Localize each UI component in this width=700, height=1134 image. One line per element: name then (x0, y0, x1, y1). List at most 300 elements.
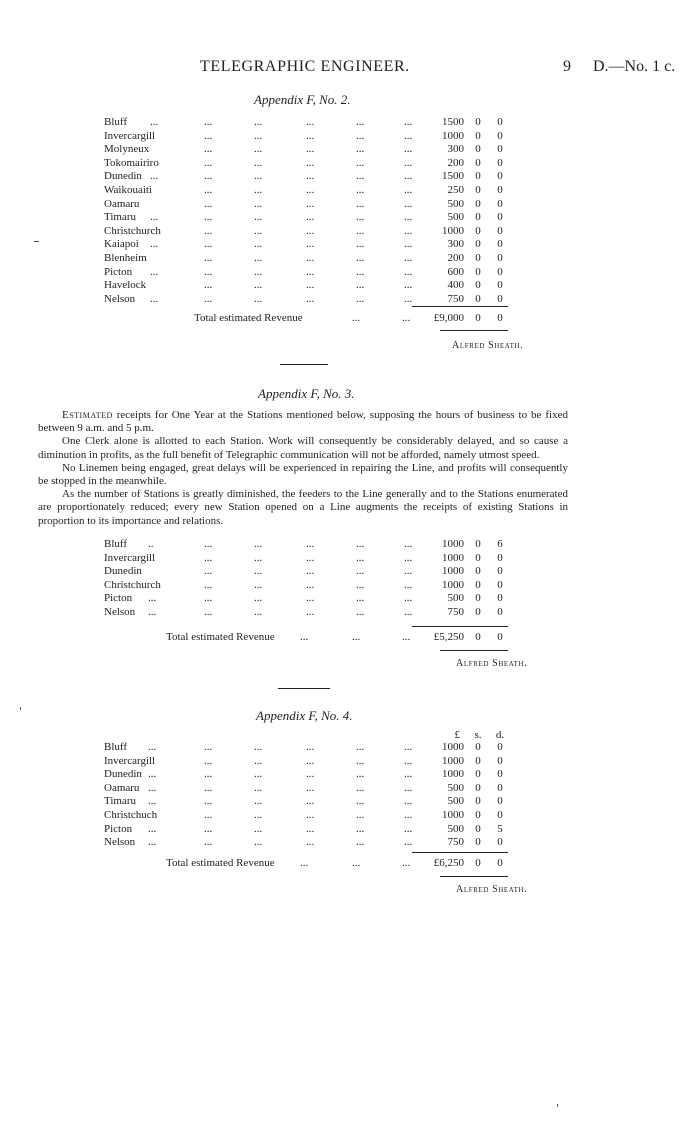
appendix4-signature: Alfred Sheath. (456, 884, 528, 895)
leader-dots-2: ... (254, 768, 263, 781)
appendix3-paragraph-2: One Clerk alone is allotted to each Station. Work will consequently be considerably delayed, and so cause a diminution in profits, as the full benefit of Telegraphic communication will not be afforded, namely utmost speed. (38, 435, 568, 461)
leader-dots-2: ... (254, 279, 263, 292)
leader-dots-4: ... (356, 754, 365, 767)
print-mark (20, 707, 21, 710)
station-name: Timaru (104, 795, 136, 808)
leader-dots-3: ... (306, 224, 315, 237)
leader-dots-2: ... (254, 116, 263, 128)
station-name: Christchurch (104, 578, 161, 591)
leader-dots-2: ... (254, 265, 263, 278)
table-row (0, 592, 700, 606)
leader-dots-5: ... (404, 808, 413, 821)
leader-dots-2: ... (254, 292, 263, 305)
appendix4-heading-prefix: Appendix F, (256, 708, 318, 723)
station-name: Havelock (104, 279, 147, 292)
appendix3-heading-number: No. 3. (323, 386, 355, 401)
leader-dots-5: ... (404, 292, 413, 305)
amount-shillings: 0 (475, 551, 481, 564)
station-name: Christchuch (104, 808, 158, 821)
amount-shillings: 0 (475, 754, 481, 767)
station-name: Kaiapoi (104, 238, 139, 251)
amount-pounds: 1000 (442, 551, 464, 564)
station-name: Dunedin (104, 768, 142, 781)
amount-pence: 0 (497, 795, 503, 808)
table-row (0, 211, 700, 225)
leader-dots-1: ... (204, 795, 213, 808)
leader-dots-4: ... (356, 183, 365, 196)
currency-shillings-header: s. (474, 729, 482, 741)
appendix4-heading-number: No. 4. (321, 708, 353, 723)
appendix4-total-pounds: £6,250 (433, 857, 464, 869)
amount-shillings: 0 (475, 768, 481, 781)
leader-dots-3: ... (306, 238, 315, 251)
leader-dots-4: ... (356, 292, 365, 305)
amount-pence: 0 (497, 116, 503, 128)
section-divider-2 (278, 688, 330, 689)
leader-dots-1: ... (204, 565, 213, 578)
leader-dots-2: ... (254, 781, 263, 794)
station-suffix: ... (150, 265, 159, 278)
table-row (0, 823, 700, 837)
appendix3-total-pence: 0 (497, 631, 503, 643)
table-row (0, 143, 700, 157)
appendix2-total-shillings: 0 (475, 312, 481, 324)
leader-dots-2: ... (254, 538, 263, 550)
leader-dots-1: ... (204, 768, 213, 781)
appendix4-total-rule (412, 852, 508, 853)
leader-dots-4: ... (356, 156, 365, 169)
table-row (0, 538, 700, 552)
leader-dots-4: ... (356, 129, 365, 142)
leader-dots-3: ... (306, 578, 315, 591)
station-name: Invercargill (104, 129, 156, 142)
appendix4-total-leader-3: ... (402, 857, 411, 869)
leader-dots-5: ... (404, 211, 413, 224)
leader-dots-1: ... (204, 197, 213, 210)
amount-pounds: 1000 (442, 578, 464, 591)
station-suffix: ... (148, 822, 157, 835)
amount-pounds: 1000 (442, 768, 464, 781)
currency-pence-header: d. (495, 729, 505, 741)
amount-pence: 0 (497, 143, 503, 156)
leader-dots-2: ... (254, 836, 263, 849)
leader-dots-1: ... (204, 265, 213, 278)
leader-dots-3: ... (306, 183, 315, 196)
appendix2-signature: Alfred Sheath. (452, 340, 524, 351)
station-name: Tokomairiro (104, 156, 159, 169)
leader-dots-4: ... (356, 279, 365, 292)
table-row (0, 266, 700, 280)
leader-dots-2: ... (254, 605, 263, 618)
amount-pounds: 400 (447, 279, 464, 292)
leader-dots-1: ... (204, 551, 213, 564)
leader-dots-4: ... (356, 795, 365, 808)
station-name: Timaru (104, 211, 136, 224)
leader-dots-3: ... (306, 170, 315, 183)
amount-pounds: 500 (447, 211, 464, 224)
appendix4-signature-rule (440, 876, 508, 877)
leader-dots-2: ... (254, 143, 263, 156)
appendix2-heading-prefix: Appendix F, (254, 92, 316, 107)
appendix3-paragraph-3: No Linemen being engaged, great delays will be experienced in repairing the Line, and profits will consequently be stopped in the meanwhile. (38, 461, 568, 488)
amount-pence: 0 (497, 129, 503, 142)
appendix3-signature: Alfred Sheath. (456, 658, 528, 669)
amount-shillings: 0 (475, 538, 481, 550)
leader-dots-5: ... (404, 538, 413, 550)
leader-dots-4: ... (356, 565, 365, 578)
leader-dots-2: ... (254, 156, 263, 169)
amount-pounds: 750 (447, 836, 464, 849)
station-suffix: ... (150, 170, 159, 183)
leader-dots-5: ... (404, 143, 413, 156)
amount-pence: 0 (497, 170, 503, 183)
leader-dots-1: ... (204, 156, 213, 169)
station-name: Bluff (104, 538, 128, 550)
amount-pounds: 1000 (442, 224, 464, 237)
appendix4-total-row (0, 857, 700, 871)
table-row (0, 579, 700, 593)
leader-dots-4: ... (356, 251, 365, 264)
leader-dots-5: ... (404, 836, 413, 849)
leader-dots-4: ... (356, 822, 365, 835)
leader-dots-1: ... (204, 836, 213, 849)
station-name: Nelson (104, 292, 136, 305)
table-row (0, 782, 700, 796)
appendix3-total-label: Total estimated Revenue (166, 631, 275, 643)
amount-pence: 0 (497, 279, 503, 292)
appendix3-total-leader-3: ... (402, 631, 411, 643)
leader-dots-5: ... (404, 170, 413, 183)
leader-dots-1: ... (204, 592, 213, 605)
leader-dots-5: ... (404, 565, 413, 578)
leader-dots-2: ... (254, 129, 263, 142)
leader-dots-5: ... (404, 156, 413, 169)
leader-dots-4: ... (356, 578, 365, 591)
leader-dots-5: ... (404, 251, 413, 264)
amount-pounds: 250 (447, 183, 464, 196)
amount-pence: 0 (497, 605, 503, 618)
leader-dots-2: ... (254, 822, 263, 835)
table-row (0, 130, 700, 144)
leader-dots-3: ... (306, 768, 315, 781)
amount-shillings: 0 (475, 808, 481, 821)
leader-dots-4: ... (356, 605, 365, 618)
table-row (0, 116, 700, 130)
amount-shillings: 0 (475, 741, 481, 753)
amount-shillings: 0 (475, 836, 481, 849)
appendix2-total-pence: 0 (497, 312, 503, 324)
table-row (0, 279, 700, 293)
leader-dots-4: ... (356, 170, 365, 183)
leader-dots-4: ... (356, 143, 365, 156)
amount-pounds: 500 (447, 795, 464, 808)
amount-shillings: 0 (475, 565, 481, 578)
appendix3-lead-word: Estimated (62, 409, 113, 421)
leader-dots-4: ... (356, 836, 365, 849)
leader-dots-1: ... (204, 741, 213, 753)
leader-dots-1: ... (204, 279, 213, 292)
appendix3-table (0, 538, 700, 620)
leader-dots-2: ... (254, 251, 263, 264)
station-name: Molyneux (104, 143, 150, 156)
leader-dots-5: ... (404, 578, 413, 591)
amount-shillings: 0 (475, 224, 481, 237)
leader-dots-2: ... (254, 170, 263, 183)
leader-dots-1: ... (204, 211, 213, 224)
amount-pounds: 200 (447, 251, 464, 264)
amount-shillings: 0 (475, 292, 481, 305)
station-suffix: ... (150, 238, 159, 251)
amount-shillings: 0 (475, 170, 481, 183)
amount-pounds: 1000 (442, 538, 464, 550)
amount-pounds: 1000 (442, 129, 464, 142)
appendix4-total-pence: 0 (497, 857, 503, 869)
table-row (0, 809, 700, 823)
print-mark (34, 241, 39, 242)
amount-pence: 6 (497, 538, 503, 550)
appendix2-total-row (0, 312, 700, 326)
leader-dots-4: ... (356, 768, 365, 781)
amount-shillings: 0 (475, 795, 481, 808)
station-suffix: ... (150, 292, 159, 305)
amount-shillings: 0 (475, 822, 481, 835)
leader-dots-5: ... (404, 741, 413, 753)
amount-pounds: 500 (447, 592, 464, 605)
leader-dots-3: ... (306, 211, 315, 224)
leader-dots-2: ... (254, 741, 263, 753)
leader-dots-5: ... (404, 754, 413, 767)
leader-dots-3: ... (306, 279, 315, 292)
amount-pounds: 750 (447, 605, 464, 618)
amount-pence: 0 (497, 741, 503, 753)
amount-shillings: 0 (475, 578, 481, 591)
leader-dots-3: ... (306, 129, 315, 142)
amount-pence: 0 (497, 551, 503, 564)
table-row (0, 184, 700, 198)
leader-dots-4: ... (356, 211, 365, 224)
leader-dots-4: ... (356, 741, 365, 753)
leader-dots-2: ... (254, 197, 263, 210)
leader-dots-1: ... (204, 129, 213, 142)
appendix2-total-rule (412, 306, 508, 307)
amount-pounds: 1000 (442, 565, 464, 578)
print-mark (557, 1104, 558, 1107)
leader-dots-5: ... (404, 592, 413, 605)
leader-dots-4: ... (356, 551, 365, 564)
amount-pence: 0 (497, 251, 503, 264)
appendix4-total-shillings: 0 (475, 857, 481, 869)
amount-shillings: 0 (475, 211, 481, 224)
amount-pence: 0 (497, 156, 503, 169)
station-name: Picton (104, 822, 133, 835)
station-name: Dunedin (104, 565, 142, 578)
leader-dots-1: ... (204, 238, 213, 251)
amount-pounds: 200 (447, 156, 464, 169)
table-row (0, 795, 700, 809)
amount-pence: 0 (497, 224, 503, 237)
table-row (0, 836, 700, 850)
amount-pounds: 1500 (442, 116, 464, 128)
amount-pounds: 750 (447, 292, 464, 305)
amount-shillings: 0 (475, 183, 481, 196)
table-row (0, 170, 700, 184)
leader-dots-3: ... (306, 781, 315, 794)
table-row (0, 293, 700, 307)
station-name: Invercargill (104, 754, 156, 767)
leader-dots-5: ... (404, 605, 413, 618)
amount-shillings: 0 (475, 251, 481, 264)
appendix3-heading-prefix: Appendix F, (258, 386, 320, 401)
leader-dots-5: ... (404, 129, 413, 142)
amount-shillings: 0 (475, 143, 481, 156)
appendix4-total-label: Total estimated Revenue (166, 857, 275, 869)
leader-dots-1: ... (204, 183, 213, 196)
table-row (0, 552, 700, 566)
amount-shillings: 0 (475, 156, 481, 169)
appendix2-heading-number: No. 2. (319, 92, 351, 107)
station-name: Invercargill (104, 551, 156, 564)
amount-pence: 0 (497, 211, 503, 224)
amount-shillings: 0 (475, 129, 481, 142)
amount-pounds: 1000 (442, 808, 464, 821)
leader-dots-3: ... (306, 265, 315, 278)
leader-dots-2: ... (254, 795, 263, 808)
leader-dots-5: ... (404, 265, 413, 278)
leader-dots-2: ... (254, 183, 263, 196)
amount-pounds: 500 (447, 781, 464, 794)
leader-dots-1: ... (204, 538, 213, 550)
leader-dots-4: ... (356, 592, 365, 605)
amount-pence: 0 (497, 578, 503, 591)
table-row (0, 741, 700, 755)
leader-dots-4: ... (356, 808, 365, 821)
appendix3-total-leader: ... (300, 631, 309, 643)
amount-pence: 0 (497, 754, 503, 767)
appendix2-total-label: Total estimated Revenue (194, 312, 303, 324)
leader-dots-1: ... (204, 754, 213, 767)
table-row (0, 225, 700, 239)
amount-pence: 0 (497, 768, 503, 781)
leader-dots-3: ... (306, 197, 315, 210)
appendix3-paragraph-1-text: receipts for One Year at the Stations mentioned below, supposing the hours of business to be fixed between 9 a.m. and 5 p.m. (38, 409, 568, 435)
leader-dots-3: ... (306, 741, 315, 753)
leader-dots-3: ... (306, 754, 315, 767)
amount-shillings: 0 (475, 197, 481, 210)
leader-dots-1: ... (204, 251, 213, 264)
appendix2-signature-rule (440, 330, 508, 331)
leader-dots-3: ... (306, 565, 315, 578)
leader-dots-2: ... (254, 565, 263, 578)
currency-pounds-header: £ (454, 729, 460, 741)
table-row (0, 606, 700, 620)
leader-dots-3: ... (306, 808, 315, 821)
leader-dots-3: ... (306, 822, 315, 835)
amount-pence: 5 (497, 822, 503, 835)
leader-dots-5: ... (404, 197, 413, 210)
amount-pounds: 500 (447, 197, 464, 210)
leader-dots-5: ... (404, 795, 413, 808)
amount-pounds: 1500 (442, 170, 464, 183)
leader-dots-3: ... (306, 156, 315, 169)
leader-dots-1: ... (204, 605, 213, 618)
appendix3-total-row (0, 631, 700, 645)
leader-dots-3: ... (306, 292, 315, 305)
table-row (0, 565, 700, 579)
leader-dots-2: ... (254, 551, 263, 564)
station-name: Christchurch (104, 224, 161, 237)
station-name: Dunedin (104, 170, 142, 183)
station-name: Blenheim (104, 251, 147, 264)
amount-pence: 0 (497, 183, 503, 196)
station-suffix: ... (150, 116, 159, 128)
table-row (0, 157, 700, 171)
table-row (0, 768, 700, 782)
leader-dots-1: ... (204, 292, 213, 305)
leader-dots-1: ... (204, 808, 213, 821)
leader-dots-3: ... (306, 795, 315, 808)
appendix2-total-leader: ... (352, 312, 361, 324)
leader-dots-3: ... (306, 251, 315, 264)
amount-shillings: 0 (475, 605, 481, 618)
leader-dots-1: ... (204, 578, 213, 591)
amount-pounds: 500 (447, 822, 464, 835)
appendix3-text (38, 409, 568, 528)
leader-dots-5: ... (404, 183, 413, 196)
station-suffix: ... (148, 741, 157, 753)
station-suffix: ... (148, 605, 157, 618)
leader-dots-1: ... (204, 822, 213, 835)
leader-dots-1: ... (204, 224, 213, 237)
appendix3-total-rule (412, 626, 508, 627)
leader-dots-5: ... (404, 551, 413, 564)
leader-dots-5: ... (404, 768, 413, 781)
table-row (0, 252, 700, 266)
appendix4-total-leader: ... (300, 857, 309, 869)
amount-pence: 0 (497, 197, 503, 210)
appendix3-total-shillings: 0 (475, 631, 481, 643)
leader-dots-3: ... (306, 605, 315, 618)
leader-dots-4: ... (356, 116, 365, 128)
leader-dots-5: ... (404, 822, 413, 835)
appendix4-total-leader-2: ... (352, 857, 361, 869)
amount-pence: 0 (497, 238, 503, 251)
leader-dots-1: ... (204, 143, 213, 156)
page-number: 9 (563, 58, 571, 75)
appendix4-table (0, 741, 700, 850)
leader-dots-5: ... (404, 781, 413, 794)
appendix3-total-pounds: £5,250 (433, 631, 464, 643)
leader-dots-3: ... (306, 116, 315, 128)
table-row (0, 755, 700, 769)
station-suffix: ... (148, 768, 157, 781)
station-name: Nelson (104, 605, 136, 618)
leader-dots-4: ... (356, 265, 365, 278)
document-reference: D.—No. 1 c. (593, 58, 676, 75)
leader-dots-1: ... (204, 170, 213, 183)
appendix3-signature-rule (440, 650, 508, 651)
station-suffix: ... (148, 592, 157, 605)
appendix2-heading (254, 92, 351, 108)
appendix3-heading (258, 386, 355, 402)
amount-pounds: 1000 (442, 741, 464, 753)
station-name: Picton (104, 265, 133, 278)
leader-dots-2: ... (254, 578, 263, 591)
leader-dots-3: ... (306, 592, 315, 605)
station-suffix: ... (150, 211, 159, 224)
station-name: Oamaru (104, 197, 140, 210)
leader-dots-4: ... (356, 538, 365, 550)
appendix3-total-leader-2: ... (352, 631, 361, 643)
